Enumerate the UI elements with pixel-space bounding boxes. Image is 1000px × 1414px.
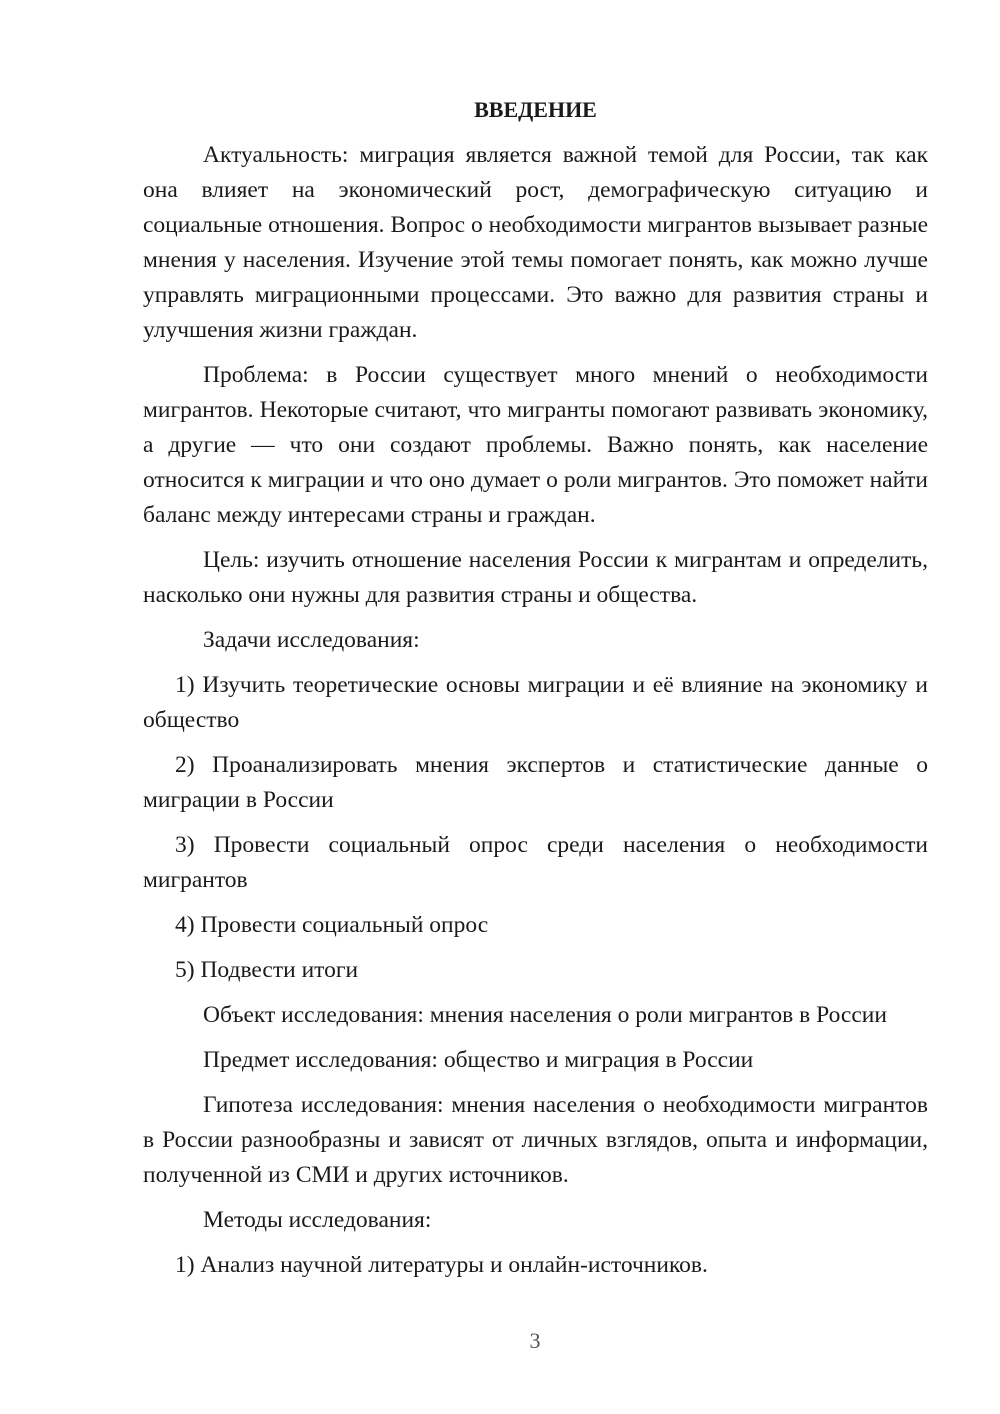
page-number: 3 bbox=[529, 1328, 541, 1353]
task-item-5: 5) Подвести итоги bbox=[175, 957, 359, 983]
subject-paragraph: Предмет исследования: общество и миграция в России bbox=[203, 1047, 754, 1073]
task-item-1: 1) Изучить теоретические основы миграции и её влияние на экономику и общество bbox=[143, 672, 928, 733]
problem-paragraph: Проблема: в России существует много мнений о необходимости мигрантов. Некоторые считают, что мигранты помогают развивать экономику, а другие — что они создают проблемы. Важно понять, как население относится к миграции и что оно думает о роли мигрантов. Это поможет найти баланс между интересами страны и граждан. bbox=[143, 362, 928, 528]
tasks-heading: Задачи исследования: bbox=[203, 627, 420, 653]
goal-paragraph: Цель: изучить отношение населения России к мигрантам и определить, насколько они нужны для развития страны и общества. bbox=[143, 547, 928, 608]
document-page bbox=[143, 90, 928, 1293]
object-paragraph: Объект исследования: мнения населения о роли мигрантов в России bbox=[203, 1002, 887, 1028]
task-item-4: 4) Провести социальный опрос bbox=[175, 912, 489, 938]
task-item-3: 3) Провести социальный опрос среди населения о необходимости мигрантов bbox=[143, 832, 928, 893]
method-item-1: 1) Анализ научной литературы и онлайн-источников. bbox=[175, 1252, 708, 1278]
section-title: ВВЕДЕНИЕ bbox=[474, 97, 597, 122]
task-item-2: 2) Проанализировать мнения экспертов и статистические данные о миграции в России bbox=[143, 752, 928, 813]
hypothesis-paragraph: Гипотеза исследования: мнения населения о необходимости мигрантов в России разнообразны и зависят от личных взглядов, опыта и информации, полученной из СМИ и других источников. bbox=[143, 1092, 928, 1188]
relevance-paragraph: Актуальность: миграция является важной темой для России, так как она влияет на экономический рост, демографическую ситуацию и социальные отношения. Вопрос о необходимости мигрантов вызывает разные мнения у населения. Изучение этой темы помогает понять, как можно лучше управлять миграционными процессами. Это важно для развития страны и улучшения жизни граждан. bbox=[143, 142, 928, 343]
methods-heading: Методы исследования: bbox=[203, 1207, 432, 1233]
